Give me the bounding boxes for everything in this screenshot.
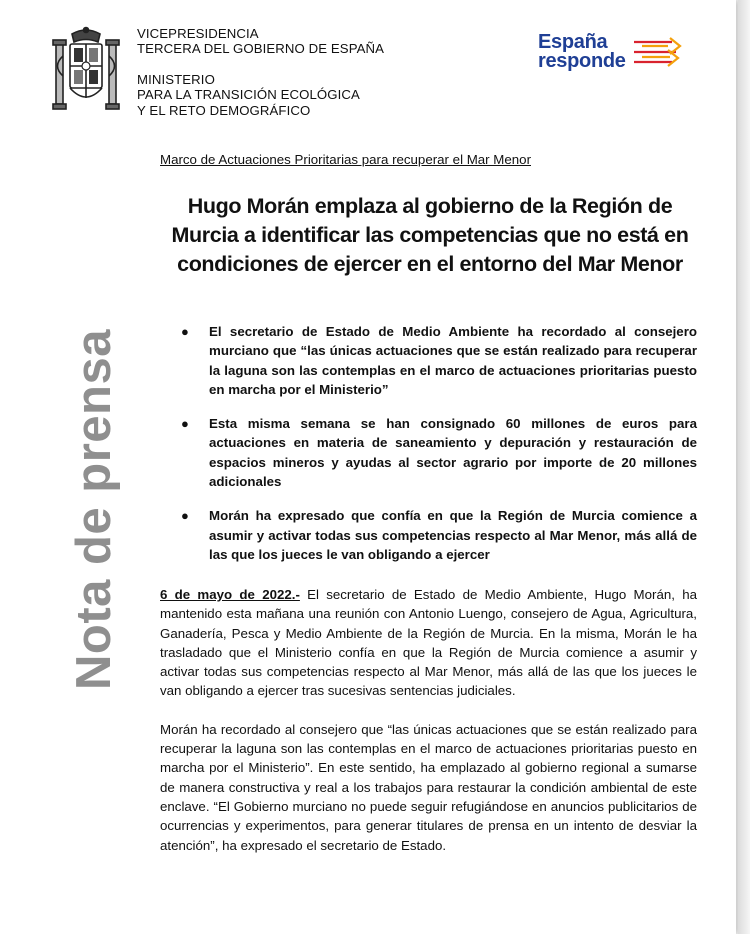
paragraph xyxy=(160,585,697,701)
ministry-line: VICEPRESIDENCIA xyxy=(137,26,259,41)
article-body xyxy=(160,585,697,874)
headline-line: Hugo Morán emplaza al gobierno de la Región de xyxy=(187,194,673,218)
list-item xyxy=(181,414,697,491)
ministry-line: PARA LA TRANSICIÓN ECOLÓGICA xyxy=(137,87,360,103)
list-item xyxy=(181,322,697,399)
ministry-line: MINISTERIO xyxy=(137,71,215,87)
page-edge xyxy=(738,0,750,934)
spain-coat-of-arms-icon xyxy=(50,26,122,118)
arrows-icon xyxy=(632,36,684,68)
bullet-icon: ● xyxy=(181,324,189,339)
ministry-line: Y EL RETO DEMOGRÁFICO xyxy=(137,102,311,118)
ministry-header xyxy=(137,26,384,118)
bullet-icon: ● xyxy=(181,508,189,524)
logo-word: España xyxy=(538,31,608,53)
summary-bullets xyxy=(181,322,697,579)
logo-word: responde xyxy=(538,50,626,72)
list-item xyxy=(181,506,697,564)
paragraph: Morán ha recordado al consejero que “las únicas actuaciones que se están realizado para recuperar la laguna son las contemplas en el marco de actuaciones prioritarias puesto en marcha por el Ministerio”. En este sentido, ha emplazado al gobierno regional a sumarse de manera constructiva y real a los trabajos para restaurar la condición ambiental de este enclave. “El Gobierno murciano no puede seguir refugiándose en anuncios publicitarios de ocurrencias y experimentos, para generar titulares de prensa en un intento de desviar la atención”, ha expresado el secretario de Estado. xyxy=(160,721,697,853)
ministry-line: TERCERA DEL GOBIERNO DE ESPAÑA xyxy=(137,41,385,57)
bullet-text: Morán ha expresado que confía en que la Región de Murcia comience a asumir y activar todas sus competencias respecto al Mar Menor, más allá de las que los jueces le van obligando a ejercer xyxy=(209,508,697,562)
headline-line: Murcia a identificar las competencias que no está en xyxy=(171,223,689,247)
espana-responde-logo xyxy=(536,30,686,74)
headline xyxy=(160,192,700,279)
dateline: 6 de mayo de 2022.- xyxy=(160,587,300,602)
bullet-text: Esta misma semana se han consignado 60 millones de euros para actuaciones en materia de saneamiento y depuración y restauración de espacios mineros y ayudas al sector agrario por importe de 20 millones adicionales xyxy=(209,416,697,490)
bullet-text: El secretario de Estado de Medio Ambiente ha recordado al consejero murciano que “las únicas actuaciones que se están realizado para recuperar la laguna son las contemplas en el marco de actuaciones prioritarias puesto en marcha por el Ministerio” xyxy=(209,324,697,397)
paragraph-text: El secretario de Estado de Medio Ambiente, Hugo Morán, ha mantenido esta mañana una reunión con Antonio Luengo, consejero de Agua, Agricultura, Ganadería, Pesca y Medio Ambiente de la Región de Murcia. En la misma, Morán le ha trasladado que el Ministerio confía en que la Región de Murcia comience a asumir y activar todas sus competencias respecto al Mar Menor, más allá de las que los jueces le van obligando a ejercer tras sucesivas sentencias judiciales. xyxy=(160,587,697,699)
kicker: Marco de Actuaciones Prioritarias para recuperar el Mar Menor xyxy=(160,152,531,167)
bullet-icon: ● xyxy=(181,416,189,432)
nota-de-prensa-label: Nota de prensa xyxy=(67,329,121,690)
headline-line: condiciones de ejercer en el entorno del Mar Menor xyxy=(177,252,683,276)
